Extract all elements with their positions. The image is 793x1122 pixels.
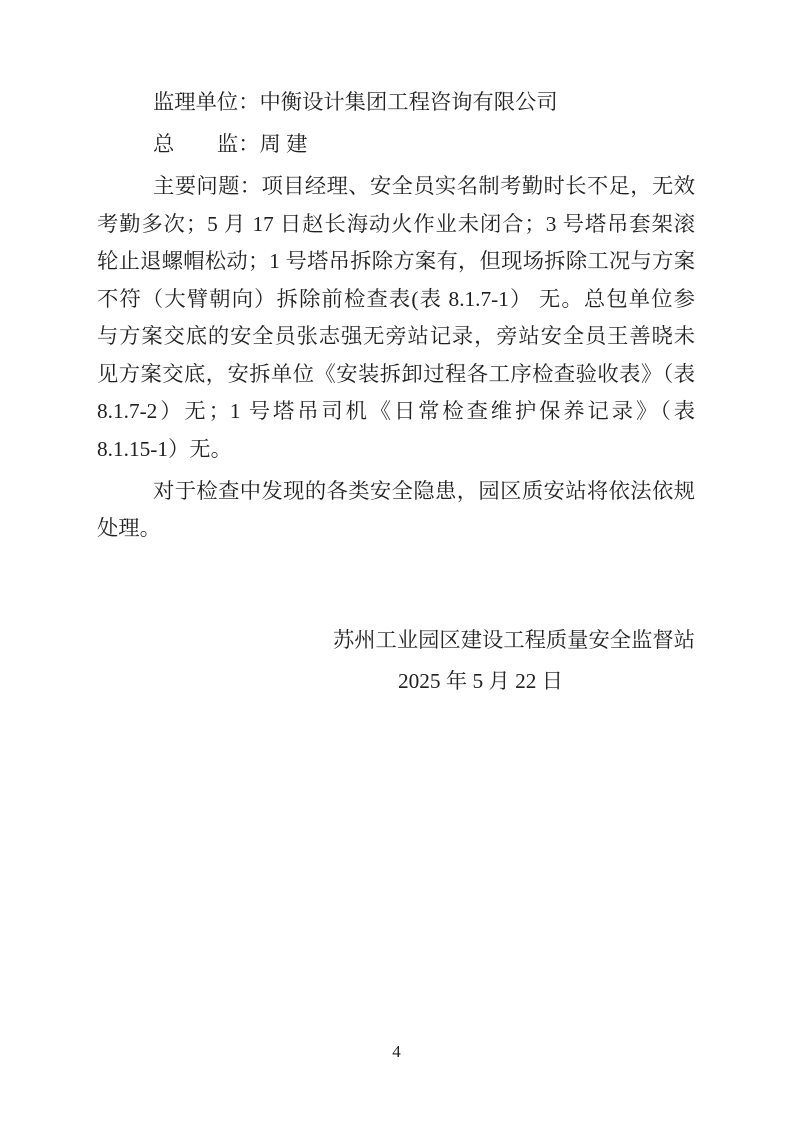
signature-date: 2025 年 5 月 22 日 bbox=[397, 669, 563, 693]
page-number: 4 bbox=[392, 1042, 401, 1061]
text-line: 对于检查中发现的各类安全隐患，园区质安站将依法依规 bbox=[153, 478, 695, 503]
text-line: 处理。 bbox=[97, 516, 161, 540]
text-line: 主要问题：项目经理、安全员实名制考勤时长不足，无效 bbox=[153, 174, 695, 198]
text-line: 总 监：周 建 bbox=[153, 132, 308, 156]
text-line: 考勤多次；5 月 17 日赵长海动火作业未闭合；3 号塔吊套架滚 bbox=[97, 211, 695, 236]
document-content bbox=[97, 84, 695, 701]
text-line: 与方案交底的安全员张志强无旁站记录，旁站安全员王善晓未 bbox=[97, 324, 695, 348]
text-line: 见方案交底，安拆单位《安装拆卸过程各工序检查验收表》（表 bbox=[97, 361, 695, 386]
text-line: 8.1.7-2）无；1 号塔吊司机《日常检查维护保养记录》（表 bbox=[97, 399, 695, 423]
page-footer bbox=[0, 1042, 793, 1062]
text-line: 不符（大臂朝向）拆除前检查表(表 8.1.7-1） 无。总包单位参 bbox=[97, 286, 695, 311]
text-line: 监理单位：中衡设计集团工程咨询有限公司 bbox=[153, 90, 558, 114]
document-body bbox=[97, 84, 695, 548]
text-line: 轮止退螺帽松动；1 号塔吊拆除方案有，但现场拆除工况与方案 bbox=[97, 249, 695, 273]
text-line: 8.1.15-1）无。 bbox=[97, 436, 232, 461]
signature-org: 苏州工业园区建设工程质量安全监督站 bbox=[332, 627, 695, 652]
